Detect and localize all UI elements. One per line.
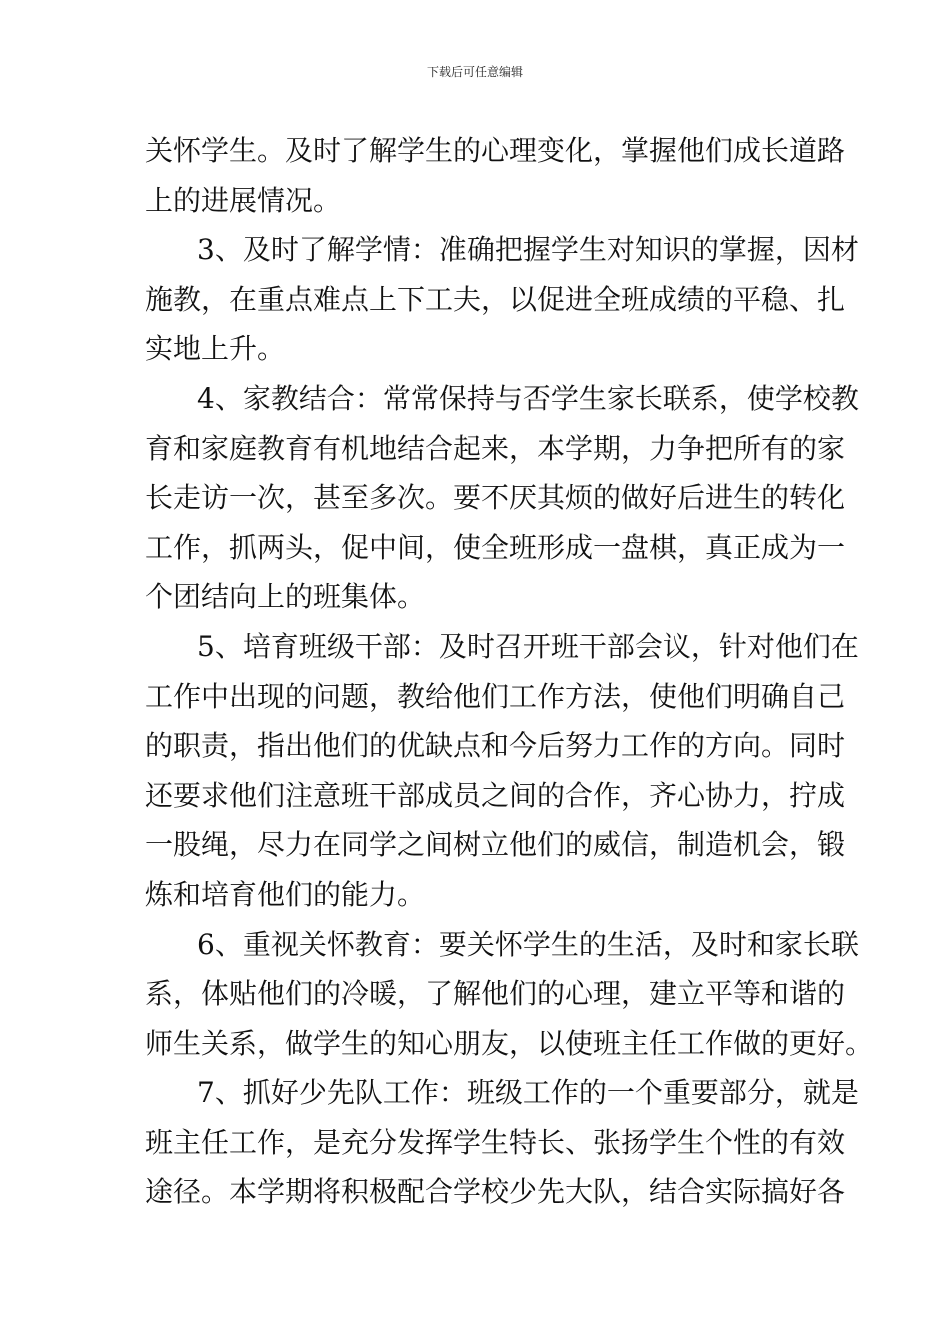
text-line: 4、家教结合：常常保持与否学生家长联系，使学校教 <box>197 381 859 415</box>
text-line: 的职责，指出他们的优缺点和今后努力工作的方向。同时 <box>145 729 846 763</box>
text-line: 师生关系，做学生的知心朋友，以使班主任工作做的更好。 <box>145 1026 874 1060</box>
text-line: 工作，抓两头，促中间，使全班形成一盘棋，真正成为一 <box>145 530 846 564</box>
text-line: 3、及时了解学情：准确把握学生对知识的掌握，因材 <box>197 233 859 267</box>
text-line: 工作中出现的问题，教给他们工作方法，使他们明确自己 <box>145 679 846 713</box>
paragraph <box>145 1068 859 1217</box>
text-line: 实地上升。 <box>145 332 286 366</box>
text-line: 还要求他们注意班干部成员之间的合作，齐心协力，拧成 <box>145 778 846 812</box>
document-body <box>145 126 874 1217</box>
paragraph <box>145 126 846 225</box>
text-line: 长走访一次，甚至多次。要不厌其烦的做好后进生的转化 <box>145 481 846 515</box>
text-line: 班主任工作，是充分发挥学生特长、张扬学生个性的有效 <box>145 1125 846 1159</box>
paragraph <box>145 374 859 622</box>
text-line: 系，体贴他们的冷暖，了解他们的心理，建立平等和谐的 <box>145 977 846 1011</box>
text-line: 育和家庭教育有机地结合起来，本学期，力争把所有的家 <box>145 431 846 465</box>
text-line: 关怀学生。及时了解学生的心理变化，掌握他们成长道路 <box>145 134 846 167</box>
text-line: 途径。本学期将积极配合学校少先大队，结合实际搞好各 <box>145 1175 846 1209</box>
text-line: 个团结向上的班集体。 <box>145 580 426 614</box>
text-line: 炼和培育他们的能力。 <box>145 877 426 911</box>
page-header: 下载后可任意编辑 <box>426 65 523 79</box>
paragraph <box>145 622 859 920</box>
paragraph <box>145 920 874 1069</box>
text-line: 施教，在重点难点上下工夫，以促进全班成绩的平稳、扎 <box>145 282 846 316</box>
text-line: 6、重视关怀教育：要关怀学生的生活，及时和家长联 <box>197 927 859 961</box>
text-line: 5、培育班级干部：及时召开班干部会议，针对他们在 <box>197 629 859 663</box>
text-line: 7、抓好少先队工作：班级工作的一个重要部分，就是 <box>197 1076 859 1110</box>
paragraph <box>145 225 859 374</box>
text-line: 一股绳，尽力在同学之间树立他们的威信，制造机会，锻 <box>145 828 846 862</box>
text-line: 上的进展情况。 <box>145 183 342 217</box>
